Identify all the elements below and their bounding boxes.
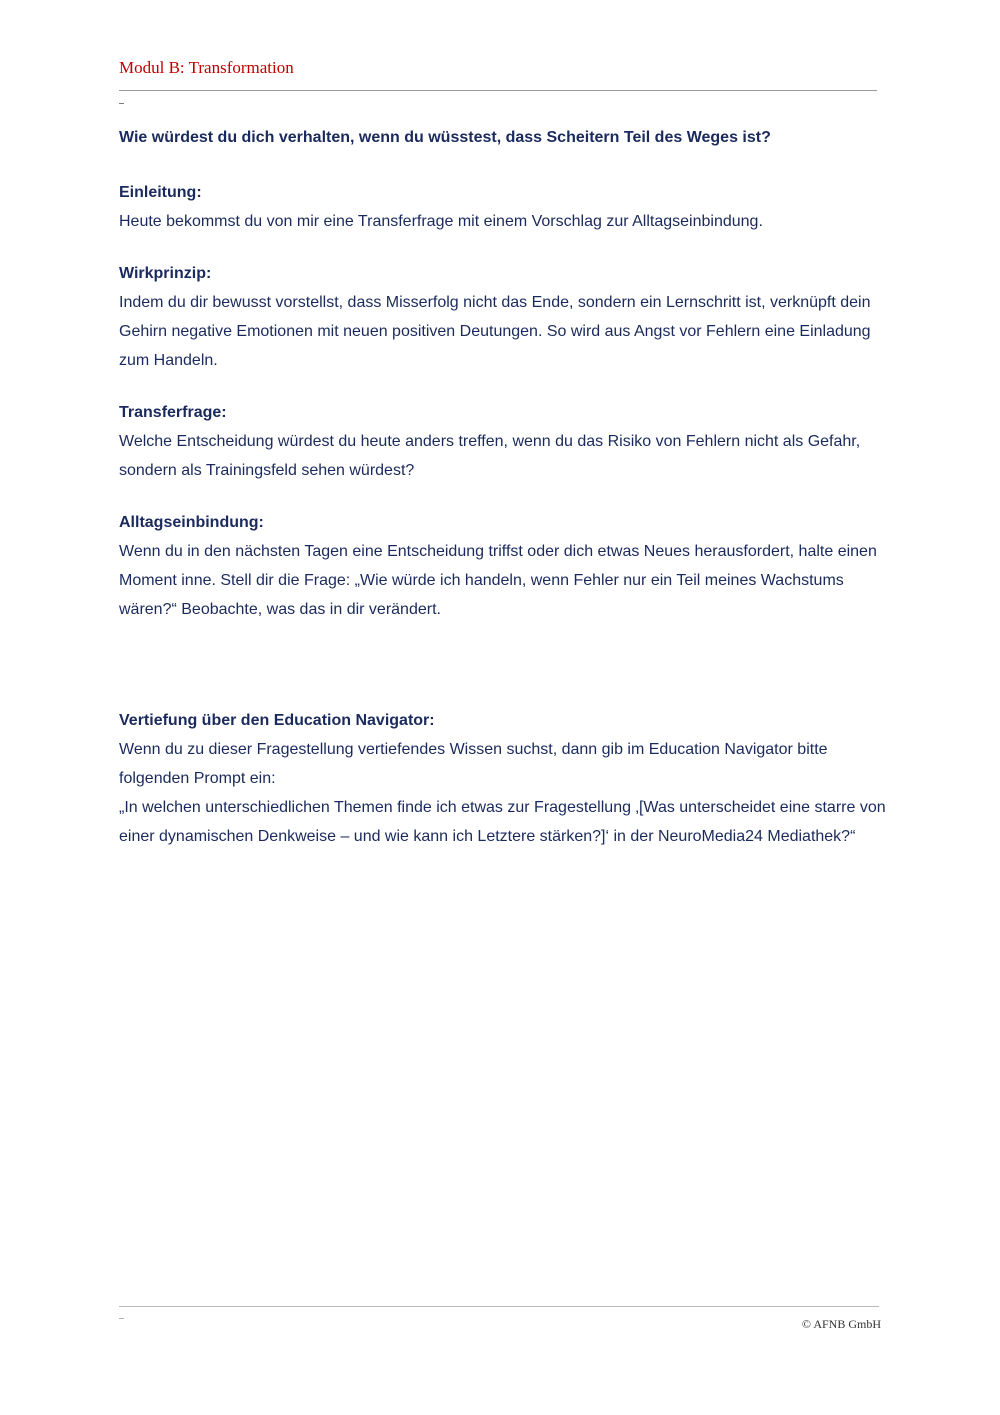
section-transferfrage (119, 398, 889, 485)
blank-space (119, 647, 889, 706)
section-vertiefung (119, 706, 889, 851)
section-text: Indem du dir bewusst vorstellst, dass Misserfolg nicht das Ende, sondern ein Lernschritt ist, verknüpft dein Gehirn negative Emotionen mit neuen positiven Deutungen. So wird aus Angst vor Fehlern eine Einladung zum Handeln. (119, 294, 871, 369)
main-question: Wie würdest du dich verhalten, wenn du wüsstest, dass Scheitern Teil des Weges ist? (119, 129, 771, 146)
module-title: Modul B: Transformation (119, 58, 294, 77)
section-heading: Alltagseinbindung: (119, 514, 264, 531)
section-text: Heute bekommst du von mir eine Transferfrage mit einem Vorschlag zur Alltagseinbindung. (119, 213, 763, 230)
header-divider (119, 90, 877, 91)
section-heading: Wirkprinzip: (119, 265, 212, 282)
header-mark (119, 103, 124, 104)
section-heading: Transferfrage: (119, 404, 227, 421)
footer-divider (119, 1306, 879, 1307)
section-alltagseinbindung (119, 508, 889, 624)
section-einleitung (119, 178, 889, 236)
copyright-notice: © AFNB GmbH (801, 1317, 881, 1331)
navigator-prompt: „In welchen unterschiedlichen Themen finde ich etwas zur Fragestellung ‚[Was unterscheidet eine starre von einer dynamischen Denkweise – und wie kann ich Letztere stärken?]‘ in der NeuroMedia24 Mediathek?“ (119, 799, 886, 845)
document-body (119, 126, 889, 874)
section-text: Wenn du zu dieser Fragestellung vertiefendes Wissen suchst, dann gib im Education Navigator bitte folgenden Prompt ein: (119, 741, 828, 787)
section-heading: Vertiefung über den Education Navigator: (119, 712, 435, 729)
section-heading: Einleitung: (119, 184, 202, 201)
section-text: Welche Entscheidung würdest du heute anders treffen, wenn du das Risiko von Fehlern nicht als Gefahr, sondern als Trainingsfeld sehen würdest? (119, 433, 861, 479)
footer-mark (119, 1318, 124, 1319)
section-wirkprinzip (119, 259, 889, 375)
section-text: Wenn du in den nächsten Tagen eine Entscheidung triffst oder dich etwas Neues herausfordert, halte einen Moment inne. Stell dir die Frage: „Wie würde ich handeln, wenn Fehler nur ein Teil meines Wachstums wären?“ Beobachte, was das in dir verändert. (119, 543, 877, 618)
